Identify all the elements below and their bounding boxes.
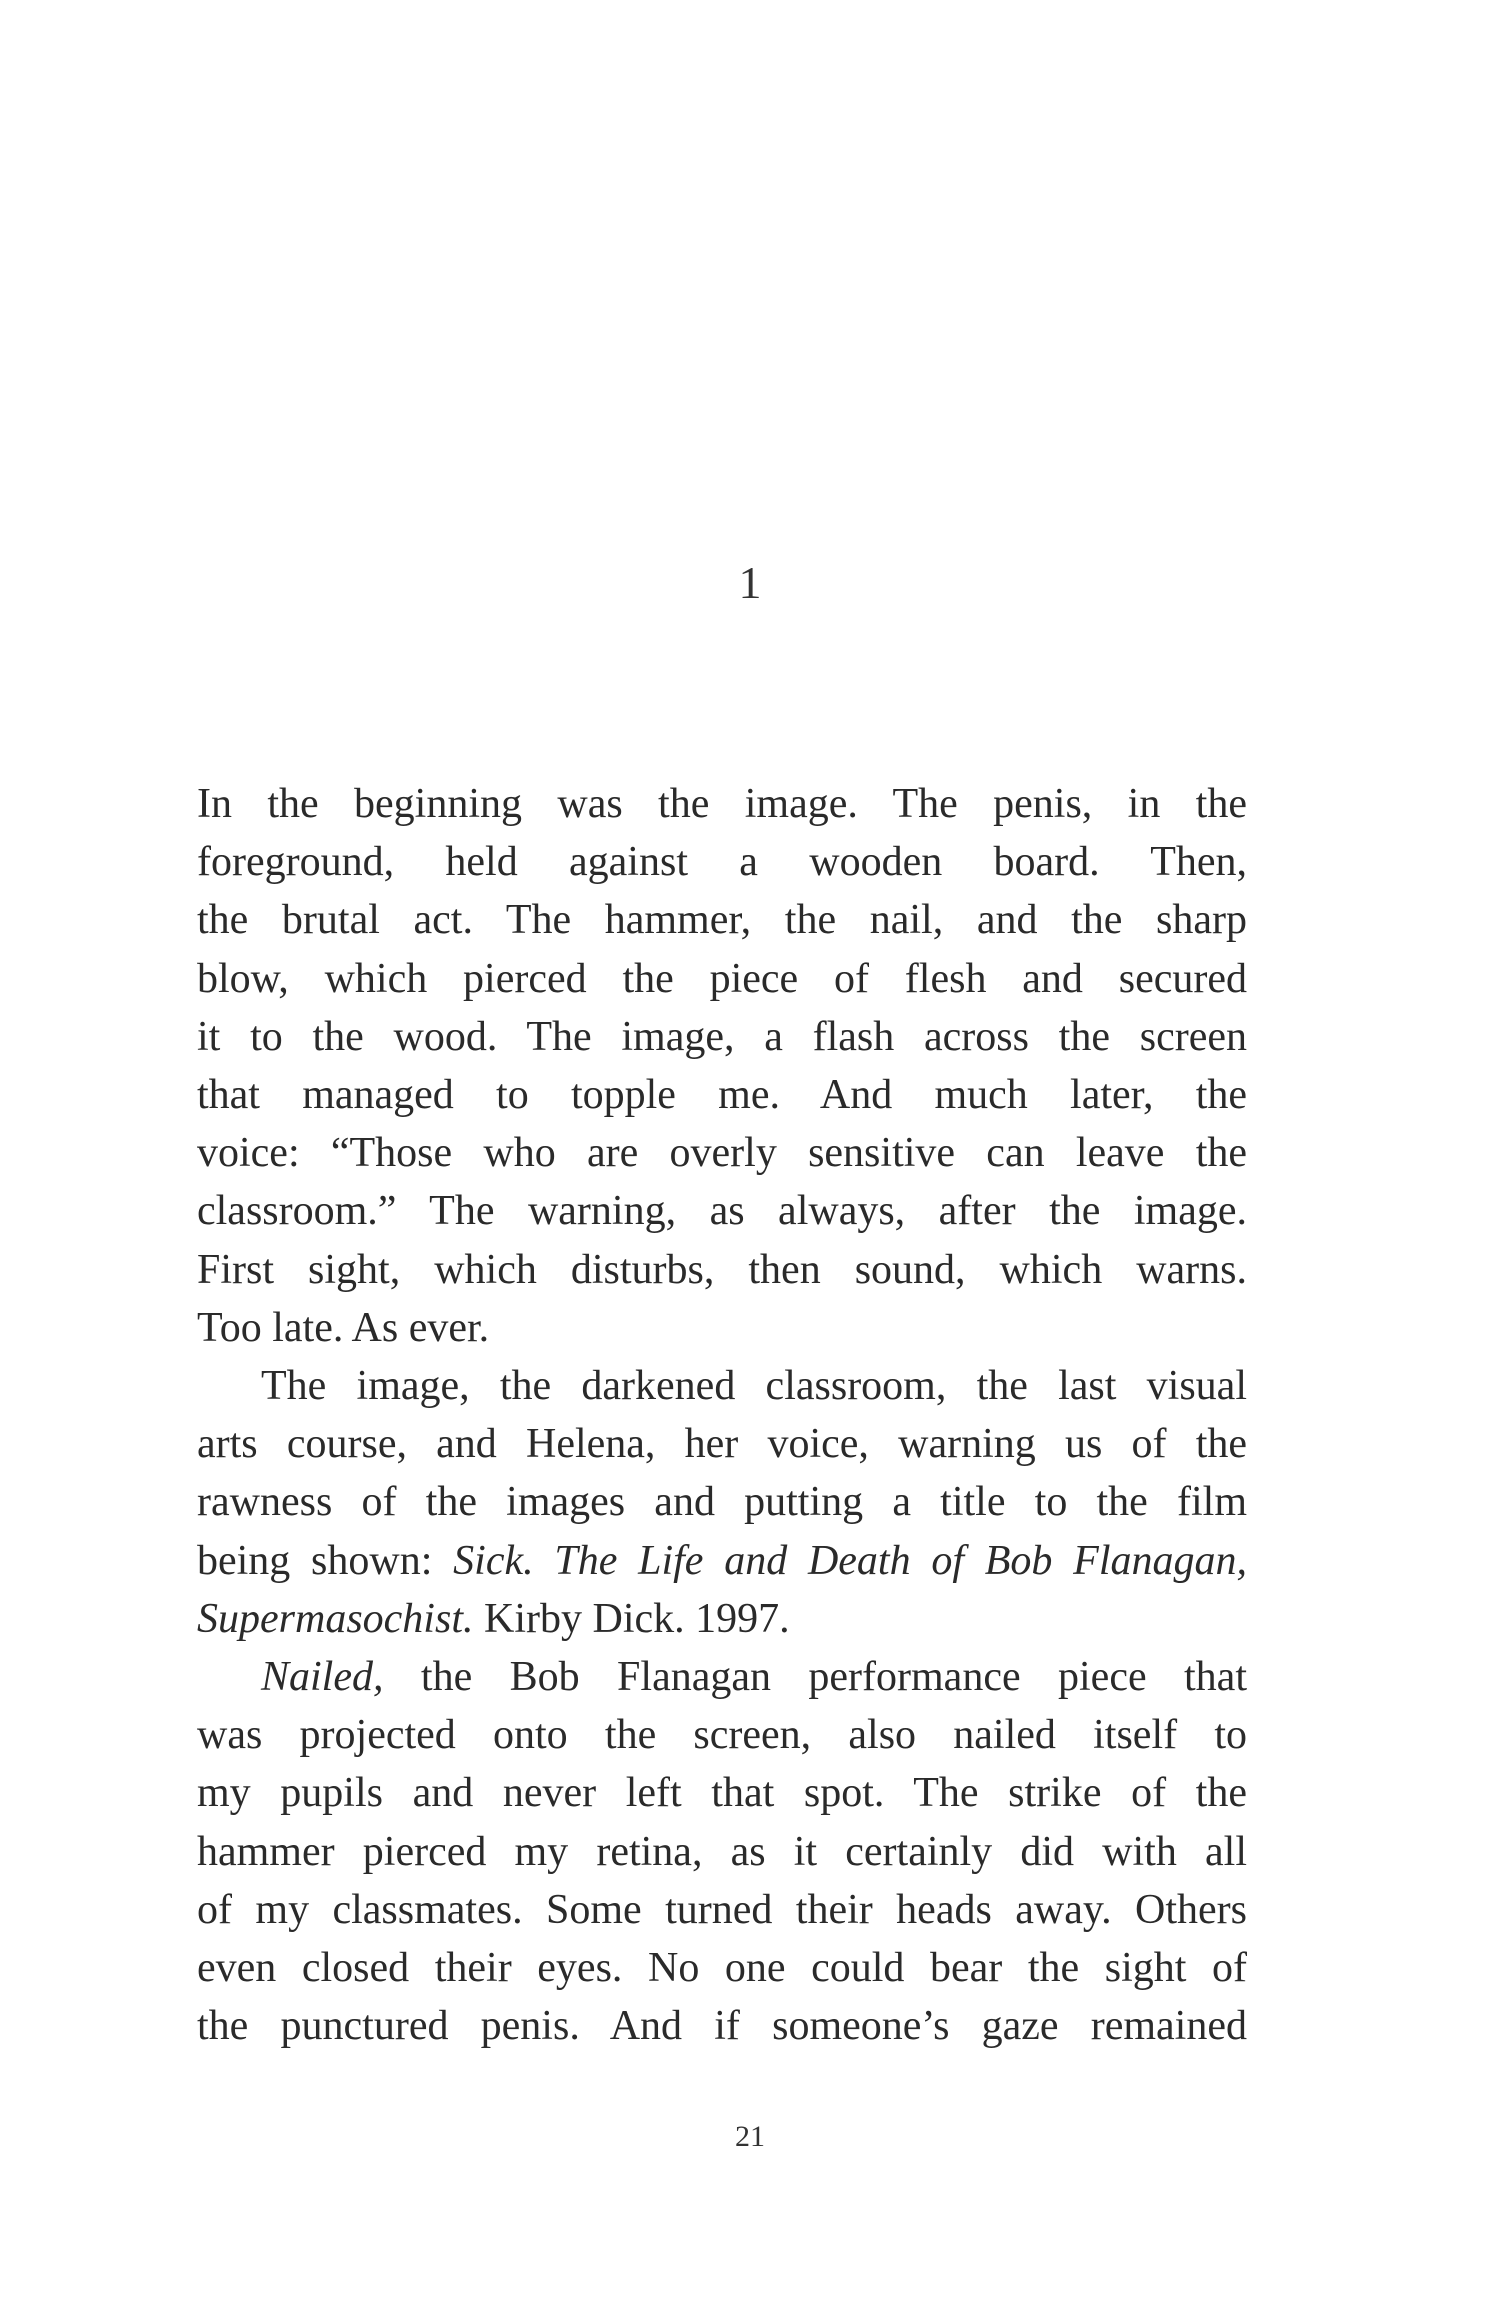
paragraph — [197, 775, 1247, 1357]
paragraph — [197, 1648, 1247, 2055]
text-line — [197, 1532, 1247, 1590]
text-line: even closed their eyes. No one could bear the sight of — [197, 1945, 1247, 1992]
text-line: blow, which pierced the piece of flesh and secured — [197, 955, 1247, 1002]
text-line: it to the wood. The image, a flash across the screen — [197, 1013, 1247, 1060]
text-line: foreground, held against a wooden board. Then, — [197, 839, 1247, 886]
text-line: was projected onto the screen, also nailed itself to — [197, 1712, 1247, 1759]
text-line: that managed to topple me. And much later, the — [197, 1072, 1247, 1119]
text-line: First sight, which disturbs, then sound, which warns. — [197, 1246, 1247, 1293]
text-line: hammer pierced my retina, as it certainly did with all — [197, 1828, 1247, 1875]
film-title-italic: Sick. The Life and Death of Bob Flanagan, — [453, 1537, 1247, 1584]
text-line: the punctured penis. And if someone’s gaze remained — [197, 2003, 1247, 2050]
film-title-italic: Supermasochist. — [197, 1595, 474, 1642]
text-line: voice: “Those who are overly sensitive can leave the — [197, 1130, 1247, 1177]
text-run: the Bob Flanagan performance piece that — [383, 1654, 1247, 1701]
text-line — [197, 1590, 1247, 1648]
chapter-number: 1 — [738, 557, 762, 608]
text-line: the brutal act. The hammer, the nail, and the sharp — [197, 897, 1247, 944]
text-line: In the beginning was the image. The penis, in the — [197, 781, 1247, 827]
text-line: arts course, and Helena, her voice, warning us of the — [197, 1421, 1247, 1468]
body-text — [197, 775, 1247, 2055]
text-run: being shown: — [197, 1537, 454, 1584]
paragraph — [197, 1357, 1247, 1648]
text-line: my pupils and never left that spot. The strike of the — [197, 1770, 1247, 1817]
text-run: Kirby Dick. 1997. — [473, 1595, 790, 1642]
text-line: rawness of the images and putting a title to the film — [197, 1479, 1247, 1526]
page-number: 21 — [735, 2120, 765, 2153]
text-line: classroom.” The warning, as always, after the image. — [197, 1188, 1247, 1235]
text-line: Too late. As ever. — [197, 1304, 490, 1351]
text-line: The image, the darkened classroom, the last visual — [261, 1363, 1247, 1410]
text-line — [197, 1648, 1247, 1706]
performance-title-italic: Nailed, — [261, 1654, 384, 1701]
text-line: of my classmates. Some turned their heads away. Others — [197, 1886, 1247, 1933]
